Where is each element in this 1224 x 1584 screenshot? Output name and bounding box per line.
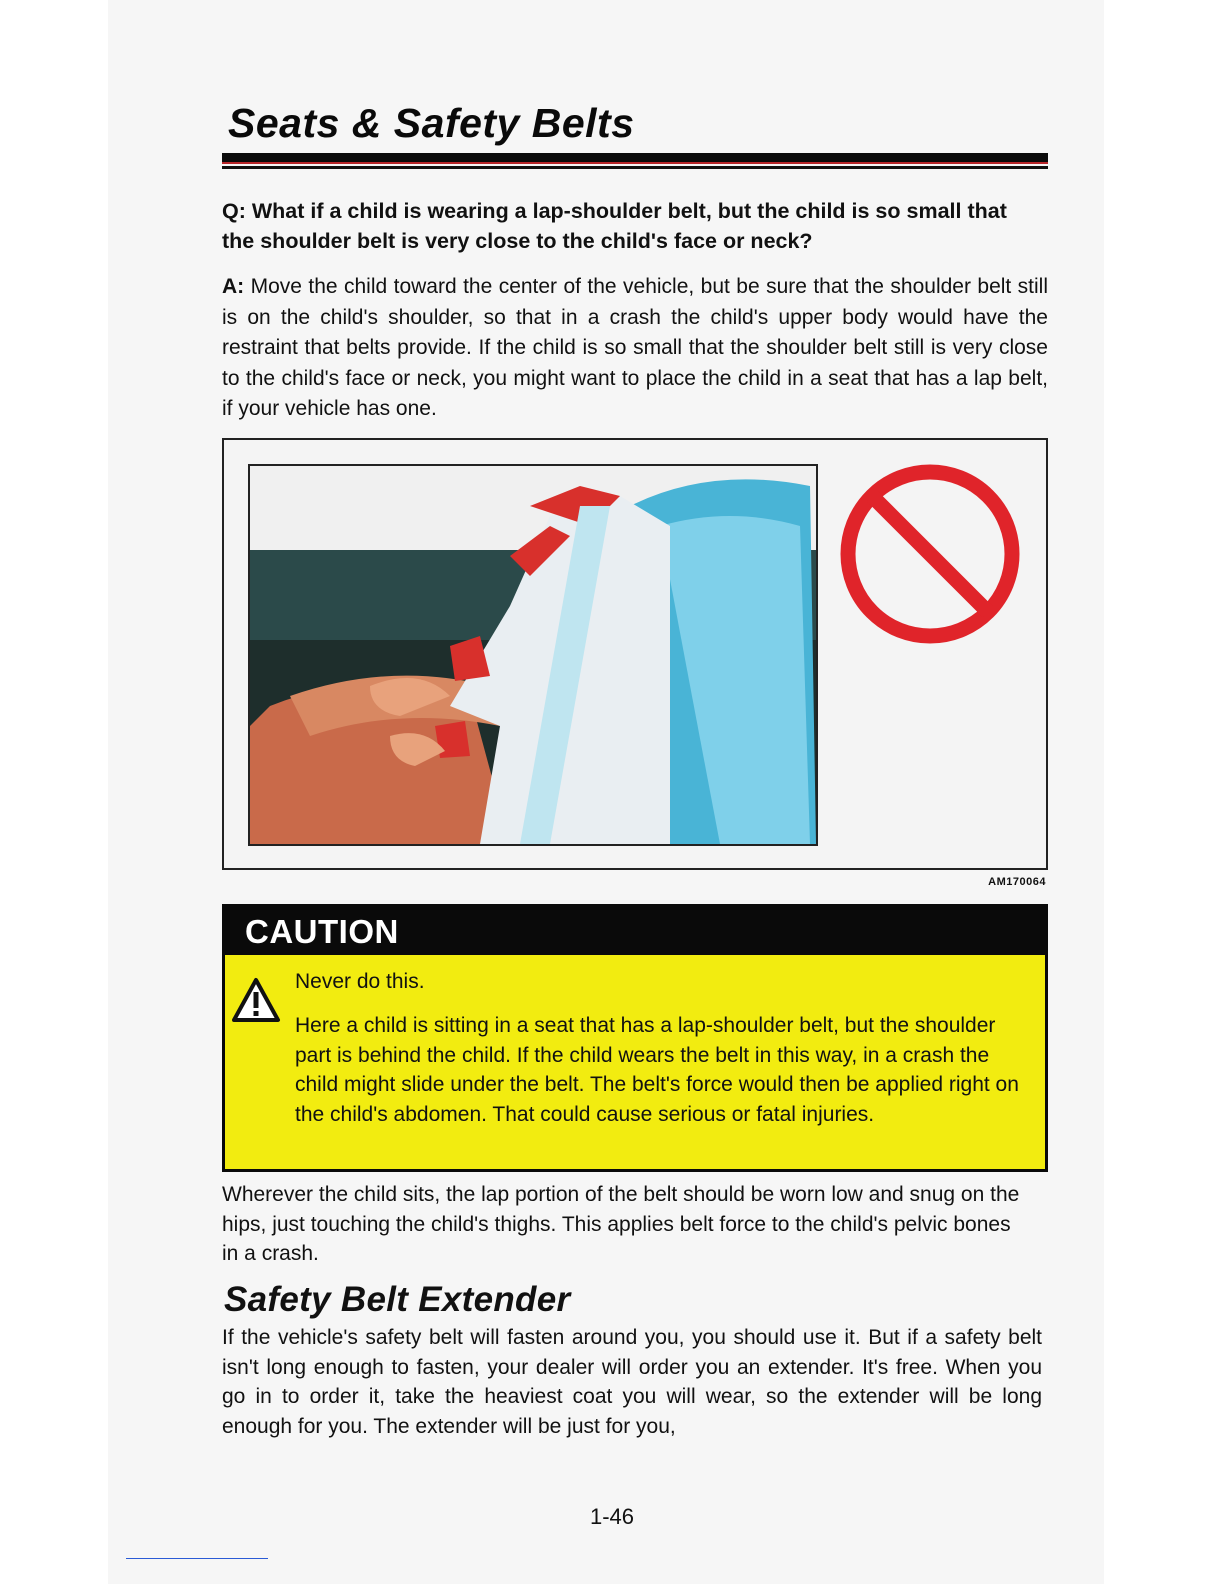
page-number: 1-46 — [589, 1504, 635, 1529]
page-title: Seats & Safety Belts — [228, 100, 635, 146]
prohibited-icon — [838, 462, 1022, 651]
extender-paragraph: If the vehicle's safety belt will fasten around you, you should use it. But if a safety belt isn't long enough to fasten, your dealer will order you an extender. It's free. When you go in to order it, take the heaviest coat you will wear, so the extender will be long enough for you. The extender will be just for you, — [222, 1326, 1042, 1438]
caution-header: CAUTION — [225, 907, 1045, 955]
title-rule-red — [222, 162, 1048, 164]
caution-box — [222, 904, 1048, 1172]
answer-label: A: — [222, 275, 245, 298]
answer-paragraph — [222, 272, 1048, 425]
warning-triangle-icon — [231, 977, 281, 1028]
caution-body: Here a child is sitting in a seat that has a lap-shoulder belt, but the shoulder part is behind the child. If the child wears the belt in this way, in a crash the child might slide under the belt. The belt's force would then be applied right on the child's abdomen. That could cause serious or fatal injuries. — [295, 1014, 1019, 1126]
section-heading: Safety Belt Extender — [224, 1280, 571, 1319]
lap-belt-paragraph: Wherever the child sits, the lap portion of the belt should be worn low and snug on the hips, just touching the child's thighs. This applies belt force to the child's pelvic bones in a crash. — [222, 1183, 1020, 1265]
title-rule-thin — [222, 166, 1048, 169]
bottom-link-rule — [126, 1558, 268, 1559]
caution-first-line: Never do this. — [295, 970, 425, 993]
question-text: Q: What if a child is wearing a lap-shoulder belt, but the child is so small that the shoulder belt is very close to the child's face or neck? — [222, 199, 1007, 253]
title-rule — [222, 153, 1048, 162]
child-seat-illustration — [248, 464, 818, 846]
illustration-frame — [222, 438, 1048, 870]
figure-id: AM170064 — [988, 876, 1046, 888]
answer-text: Move the child toward the center of the vehicle, but be sure that the shoulder belt still is on the child's shoulder, so that in a crash the child's upper body would have the restraint that belts provide. If the child is so small that the shoulder belt still is very close to the child's face or neck, you might want to place the child in a seat that has a lap belt, if your vehicle has one. — [222, 275, 1049, 420]
